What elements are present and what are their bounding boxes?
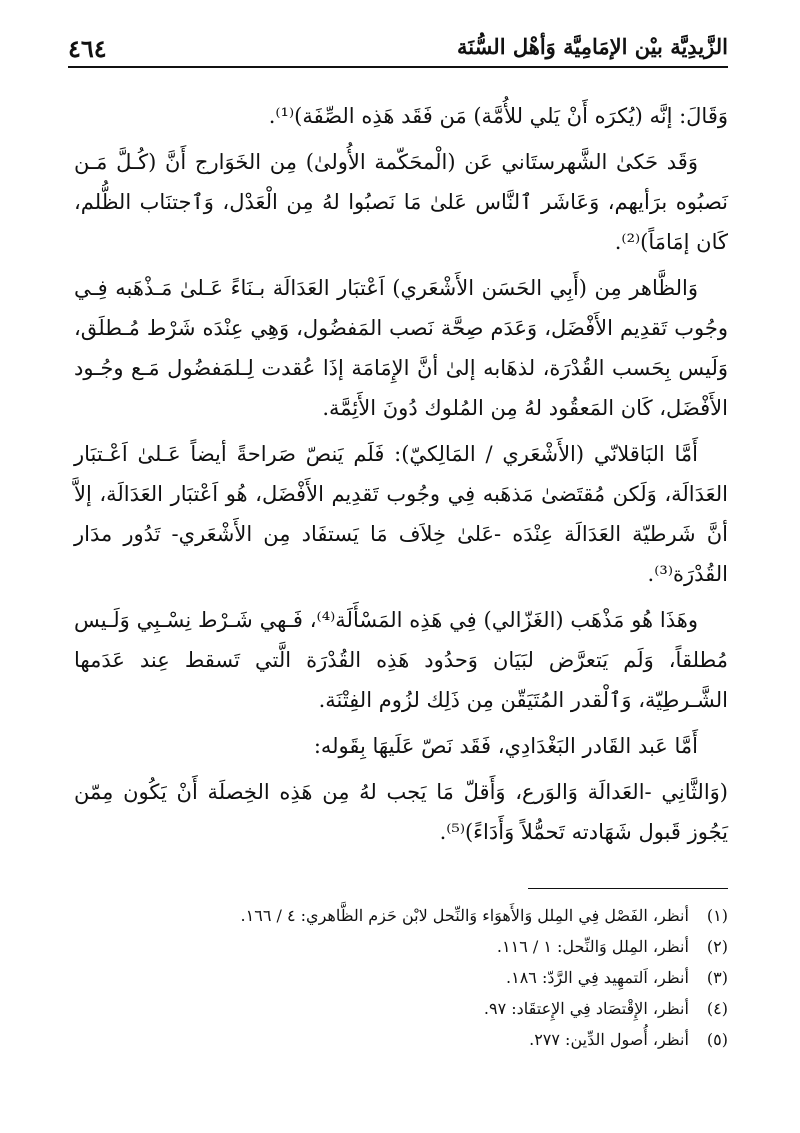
header-rule bbox=[68, 66, 728, 68]
paragraph: وهَذَا هُو مَذْهَب (الغَزّالي) فِي هَذِه المَسْأَلَة⁽⁴⁾، فَـهي شَـرْط نِسْـبِي وَلَـيس مُطلقاً، وَلَم يَتعرَّض لبَيَان وَحدُود هَذِه القُدْرَة الَّتي تَسقط عِند عَدَمها الشَّـرطِيّة، وَٱلْقدر المُتَيَقّن مِن ذَلِك لزُوم الفِتْنَة. bbox=[74, 608, 728, 712]
paragraph: وَقَد حَكىٰ الشَّهرستَاني عَن (الْمحَكّمة الأُولىٰ) مِن الخَوَارج أَنَّ (كُـلَّ مَـن نَصبُوه برَأيهم، وَعَاشَر ٱلنَّاس عَلىٰ مَا نَصبُوا لهُ مِن الْعَدْل، وَٱجتنَاب الظُّلم، كَان إمَامَاً)⁽²⁾. bbox=[74, 150, 728, 254]
footnote-number: (٥) bbox=[706, 1030, 728, 1049]
footnote-number: (٣) bbox=[706, 968, 728, 987]
quotation-paragraph: (وَالثَّانِي -العَدالَة وَالوَرع، وَأَقلّ مَا يَجب لهُ مِن هَذِه الخِصلَة أَنْ يَكُون مِمّن يَجُوز قَبول شَهَادته تَحمُّلاً وَأَدَاءً)⁽⁵⁾. bbox=[74, 780, 728, 844]
footnote-number: (١) bbox=[706, 906, 728, 925]
footnote bbox=[74, 962, 728, 993]
footnote-text: أنظر، أُصول الدِّين: ٢٧٧. bbox=[529, 1030, 689, 1049]
footnote-text: أنظر، المِلل وَالنِّحل: ١ / ١١٦. bbox=[496, 937, 689, 956]
footnote bbox=[74, 1024, 728, 1055]
footnote bbox=[74, 900, 728, 931]
main-text bbox=[74, 96, 728, 858]
footnote-separator bbox=[528, 888, 728, 889]
paragraph: أَمَّا عَبد القَادر البَغْدَادِي، فَقَد نَصّ عَلَيهَا بِقَوله: bbox=[313, 734, 698, 758]
paragraph: أَمَّا البَاقلانّي (الأَشْعَري / المَالِكيّ): فَلَم يَنصّ صَراحةً أيضاً عَـلىٰ اَعْـتبَار العَدَالَة، وَلَكن مُقتَضىٰ مَذهَبه فِي وجُوب تَقدِيم الأَفْضَل، هُو اَعْتبَار العَدَالَة، إلاَّ أنَّ شَرطيّة العَدَالَة عِنْدَه -عَلىٰ خِلاَف مَا يَستفَاد مِن الأَشْعَري- تَدُور مدَار القُدْرَة⁽³⁾. bbox=[74, 442, 728, 586]
page-number: ٤٦٤ bbox=[68, 34, 107, 63]
paragraph: وَالظَّاهر مِن (أَبِي الحَسَن الأَشْعَري) اَعْتبَار العَدَالَة بـنَاءً عَـلىٰ مَـذْهَبه فِـي وجُوب تَقدِيم الأَفْضَل، وَعَدَم صِحَّة نَصب المَفضُول، وَهِي عِنْدَه شَرْط مُـطلَق، وَلَيس بِحَسب القُدْرَة، لذهَابه إلىٰ أنَّ الإِمَامَة إذَا عُقدت لِـلمَفضُول مَـع وجُـود الأَفْضَل، كَان المَعقُود لهُ مِن المُلوك دُونَ الأَئِمَّة. bbox=[74, 276, 728, 420]
footnote-number: (٤) bbox=[706, 999, 728, 1018]
footnote-text: أنظر، الفَصْل فِي المِلل وَالأَهوَاء وَالنِّحل لابْن حَزم الظَّاهري: ٤ / ١٦٦. bbox=[240, 906, 689, 925]
footnote-text: أنظر، اَلتمهِيد فِي الرَّدّ: ١٨٦. bbox=[506, 968, 689, 987]
running-title: الزَّيدِيَّة بيْن الإمَامِيَّة وَأهْل السُّنَة bbox=[456, 34, 728, 59]
paragraph: وَقَالَ: إنَّه (يُكرَه أَنْ يَلي للأُمَّة) مَن فَقَد هَذِه الصِّفَة)⁽¹⁾. bbox=[268, 104, 728, 128]
footnote bbox=[74, 931, 728, 962]
footnote bbox=[74, 993, 728, 1024]
footnote-number: (٢) bbox=[706, 937, 728, 956]
footnote-text: أنظر، الإِقْتصَاد فِي الإِعتقَاد: ٩٧. bbox=[483, 999, 689, 1018]
footnotes bbox=[74, 900, 728, 1055]
running-header bbox=[68, 32, 728, 68]
